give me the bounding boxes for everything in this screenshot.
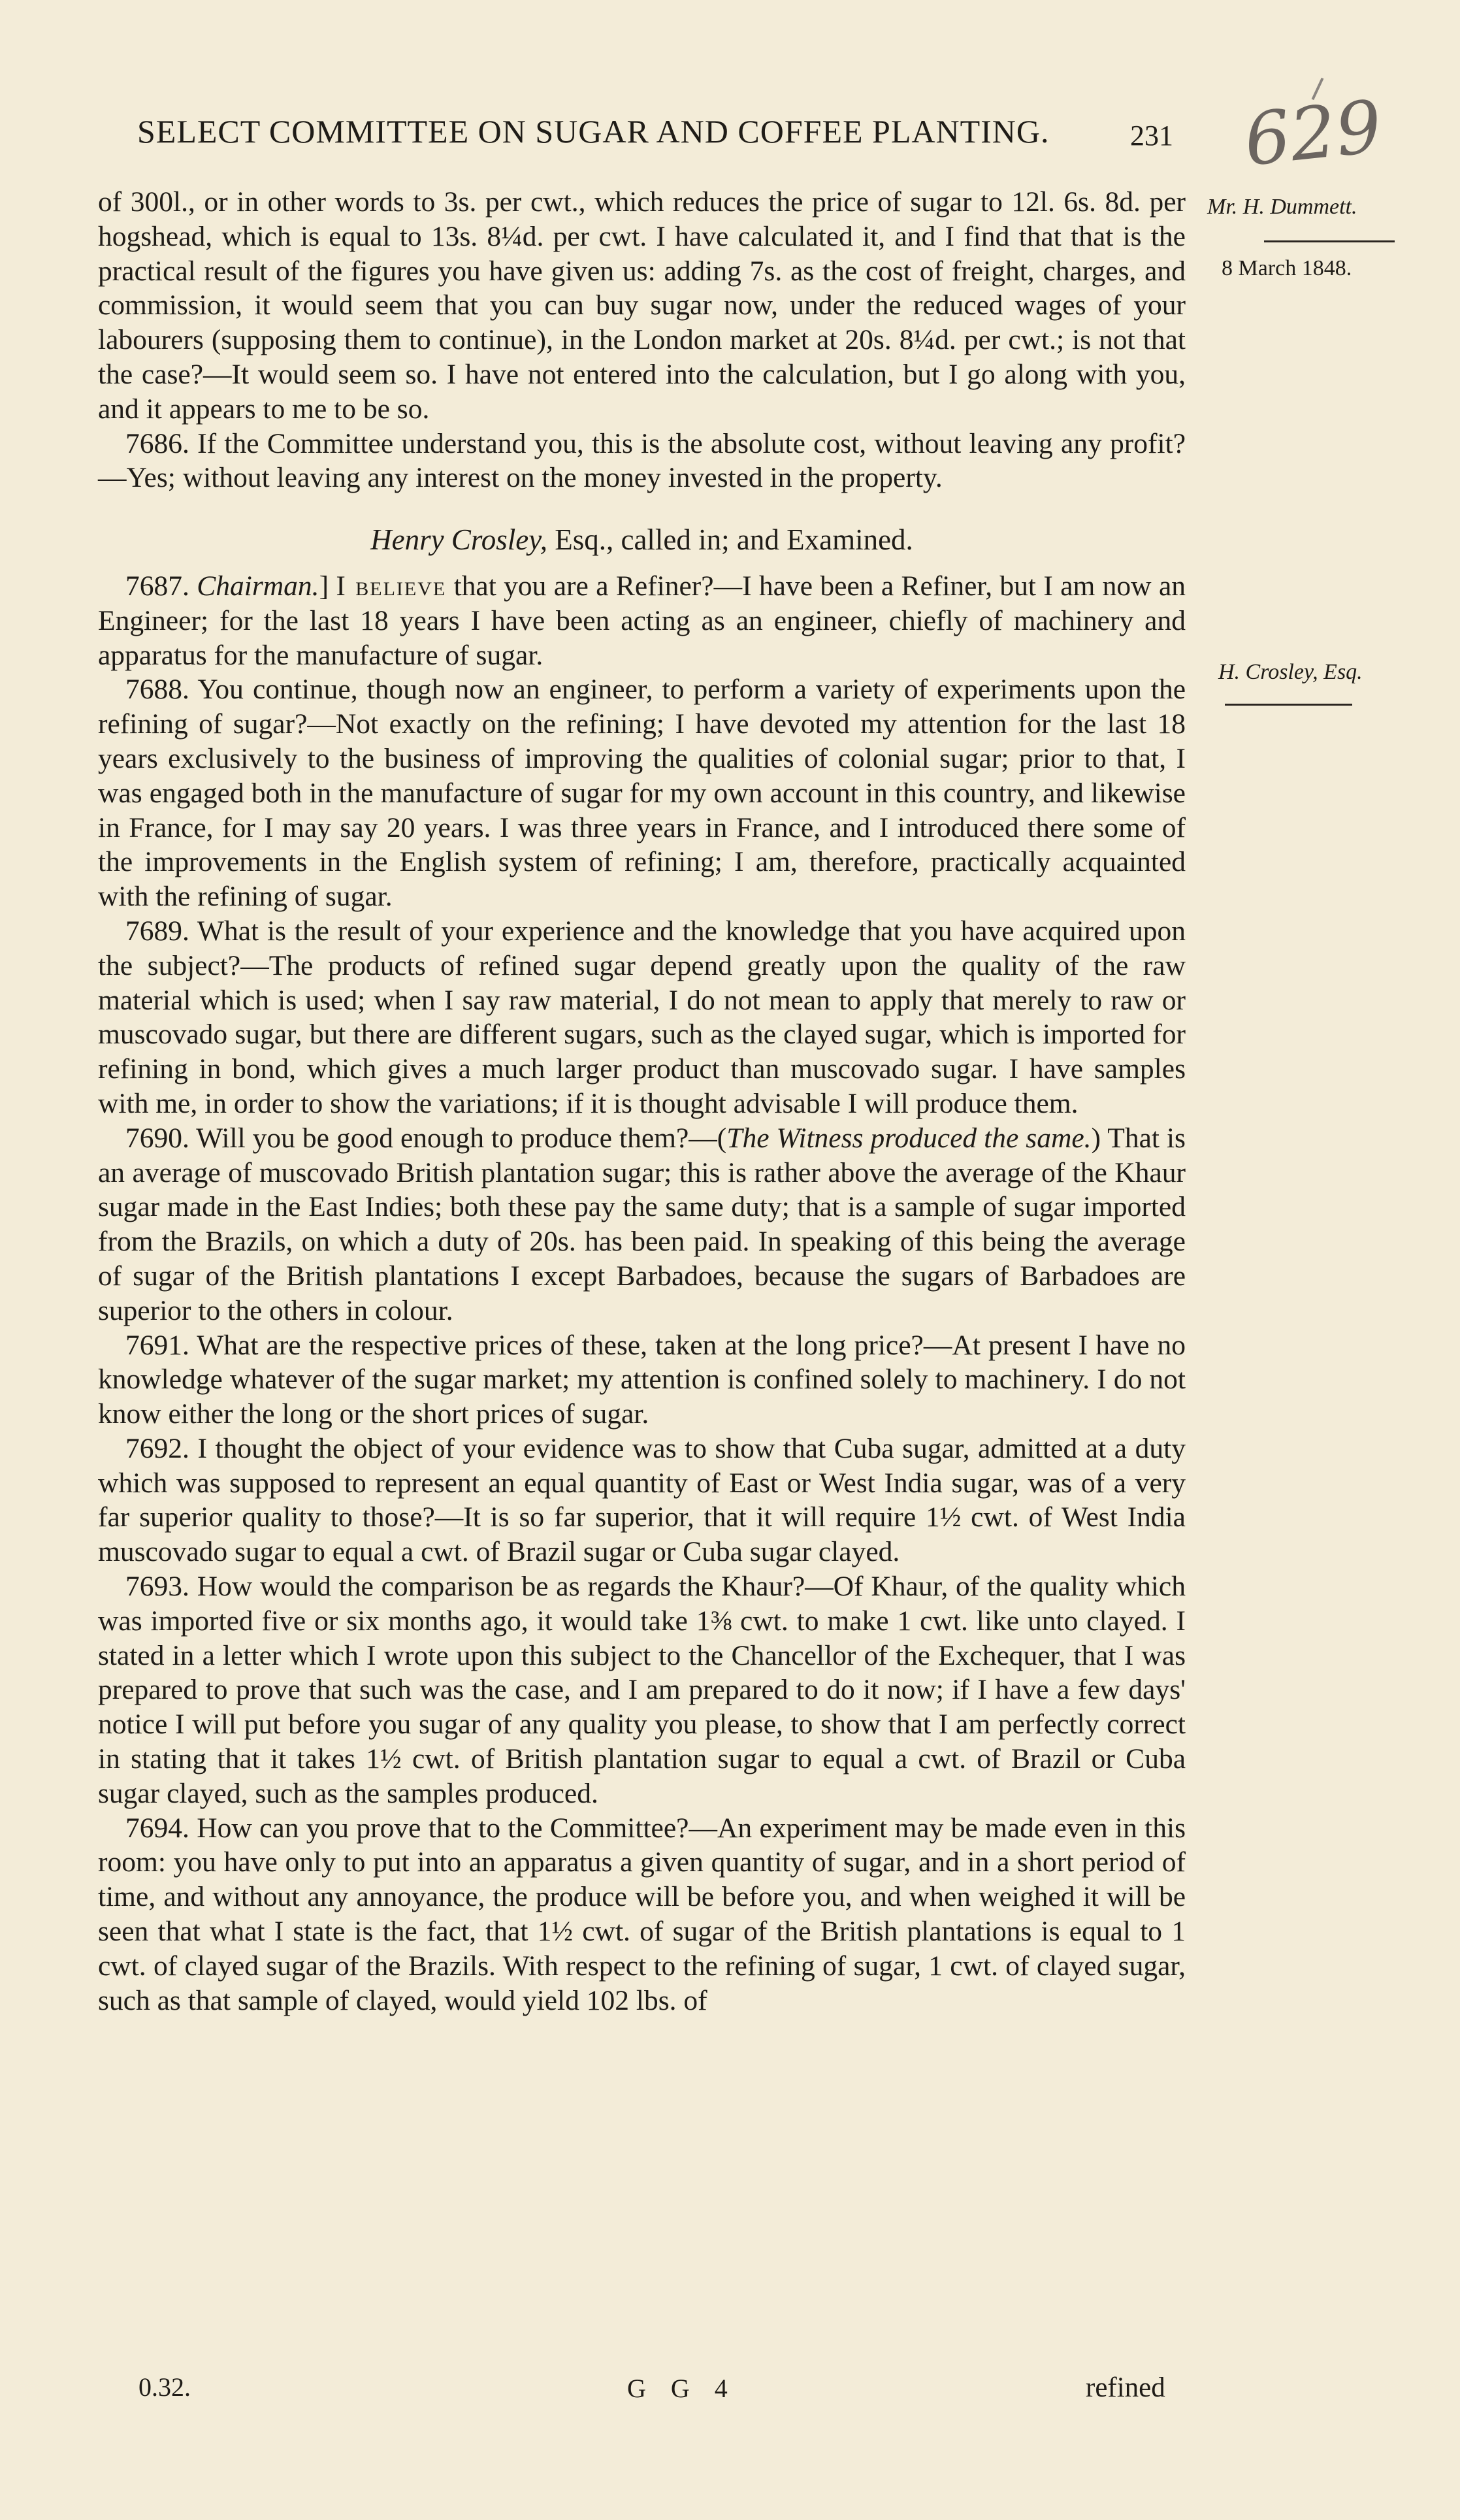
margin-witness-1-date: 8 March 1848. xyxy=(1222,256,1352,280)
paragraph-7694: 7694. How can you prove that to the Committee?—An experiment may be made even in this room: you have only to put into an apparatus a given quantity of sugar, and in a short period of time, and without any annoyance, the produce will be before you, and when weighed it will be seen that what I state is the fact, that 1½ cwt. of sugar of the British plantations is equal to 1 cwt. of clayed sugar of the Brazils. With respect to the refining of sugar, 1 cwt. of clayed sugar, such as that sample of clayed, would yield 102 lbs. of xyxy=(98,1812,1186,2016)
paragraph-7693: 7693. How would the comparison be as regards the Khaur?—Of Khaur, of the quality which was imported five or six months ago, it would take 1⅜ cwt. to make 1 cwt. like unto clayed. I stated in a letter which I wrote upon this subject to the Chancellor of the Exchequer, that I was prepared to prove that such was the case, and I am prepared to do it now; if I have a few days' notice I will put before you sugar of any quality you please, to show that I am perfectly correct in stating that it takes 1½ cwt. of British plantation sugar to equal a cwt. of Brazil or Cuba sugar clayed, such as the samples produced. xyxy=(98,1571,1186,1809)
q7690-question: 7690. Will you be good enough to produce them?—( xyxy=(125,1122,727,1154)
witness-heading-name: Henry Crosley, xyxy=(370,523,547,557)
margin-rule-1 xyxy=(1264,240,1395,242)
running-header xyxy=(137,112,1182,150)
paragraph-7692: 7692. I thought the object of your evidence was to show that Cuba sugar, admitted at a duty which was supposed to represent an equal quantity of East or West India sugar, was of a very far superior quality to those?—It is so far superior, that it will require 1½ cwt. of West India muscovado sugar to equal a cwt. of Brazil sugar or Cuba sugar clayed. xyxy=(98,1432,1186,1568)
witness-heading-rest: Esq., called in; and Examined. xyxy=(547,523,913,557)
margin-witness-2-name: H. Crosley, Esq. xyxy=(1218,660,1363,684)
q7687-text: that you are a Refiner?—I have been a Refiner, but I am now an Engineer; for the last 18 years I have been acting as an engineer, chiefly of machinery and apparatus for the manufacture of sugar. xyxy=(98,570,1186,671)
paragraph-7686: 7686. If the Committee understand you, this is the absolute cost, without leaving any profit?—Yes; without leaving any interest on the money invested in the property. xyxy=(98,427,1186,494)
page-number: 231 xyxy=(1130,120,1173,152)
footer-catchword: refined xyxy=(1086,2372,1165,2403)
q7690-answer: ) That is an average of muscovado British plantation sugar; this is rather above the average of the Khaur sugar made in the East Indies; both these pay the same duty; that is a sample of sugar imported from the Brazils, on which a duty of 20s. has been paid. In speaking of this being the average of sugar of the British plantations I except Barbadoes, because the sugars of Barbadoes are superior to the others in colour. xyxy=(98,1122,1186,1326)
q7687-chairman: Chairman. xyxy=(197,570,319,602)
footer-sessional-number: 0.32. xyxy=(138,2372,191,2402)
q7690-stage-direction: The Witness produced the same. xyxy=(726,1122,1092,1154)
main-text xyxy=(98,185,1186,2018)
q7687-smallcaps: I believe xyxy=(336,570,447,602)
q7687-number: 7687. xyxy=(125,570,197,602)
paragraph-continuation: of 300l., or in other words to 3s. per cwt., which reduces the price of sugar to 12l. 6s. 8d. per hogshead, which is equal to 13s. 8¼d. per cwt. I have calculated it, and I find that that is the practical result of the figures you have given us: adding 7s. as the cost of freight, charges, and commission, it would seem that you can buy sugar now, under the reduced wages of your labourers (supposing them to continue), in the London market at 20s. 8¼d. per cwt.; is not that the case?—It would seem so. I have not entered into the calculation, but I go along with you, and it appears to me to be so. xyxy=(98,186,1186,425)
paragraph-7688: 7688. You continue, though now an engineer, to perform a variety of experiments upon the refining of sugar?—Not exactly on the refining; I have devoted my attention for the last 18 years exclusively to the business of improving the qualities of colonial sugar; prior to that, I was engaged both in the manufacture of sugar for my own account in this country, and likewise in France, for I may say 20 years. I was three years in France, and I introduced there some of the improvements in the English system of refining; I am, therefore, practically acquainted with the refining of sugar. xyxy=(98,674,1186,913)
footer-signature-mark: G G 4 xyxy=(627,2374,737,2403)
paragraph-7690 xyxy=(98,1121,1186,1328)
paragraph-7687 xyxy=(98,569,1186,672)
handwritten-folio-number: 629 xyxy=(1240,84,1386,182)
margin-rule-2 xyxy=(1225,704,1352,706)
witness-heading xyxy=(98,523,1186,557)
q7687-bracket: ] xyxy=(319,570,336,602)
paragraph-7691: 7691. What are the respective prices of these, taken at the long price?—At present I have no knowledge whatever of the sugar market; my attention is confined solely to machinery. I do not know either the long or the short prices of sugar. xyxy=(98,1329,1186,1430)
margin-witness-1-name: Mr. H. Dummett. xyxy=(1207,195,1357,219)
header-title: SELECT COMMITTEE ON SUGAR AND COFFEE PLANTING. xyxy=(137,113,1050,150)
paragraph-7689: 7689. What is the result of your experience and the knowledge that you have acquired upon the subject?—The products of refined sugar depend greatly upon the quality of the raw material which is used; when I say raw material, I do not mean to apply that merely to raw or muscovado sugar, but there are different sugars, such as the clayed sugar, which is imported for refining in bond, which gives a much larger product than muscovado sugar. I have samples with me, in order to show the variations; if it is thought advisable I will produce them. xyxy=(98,915,1186,1119)
